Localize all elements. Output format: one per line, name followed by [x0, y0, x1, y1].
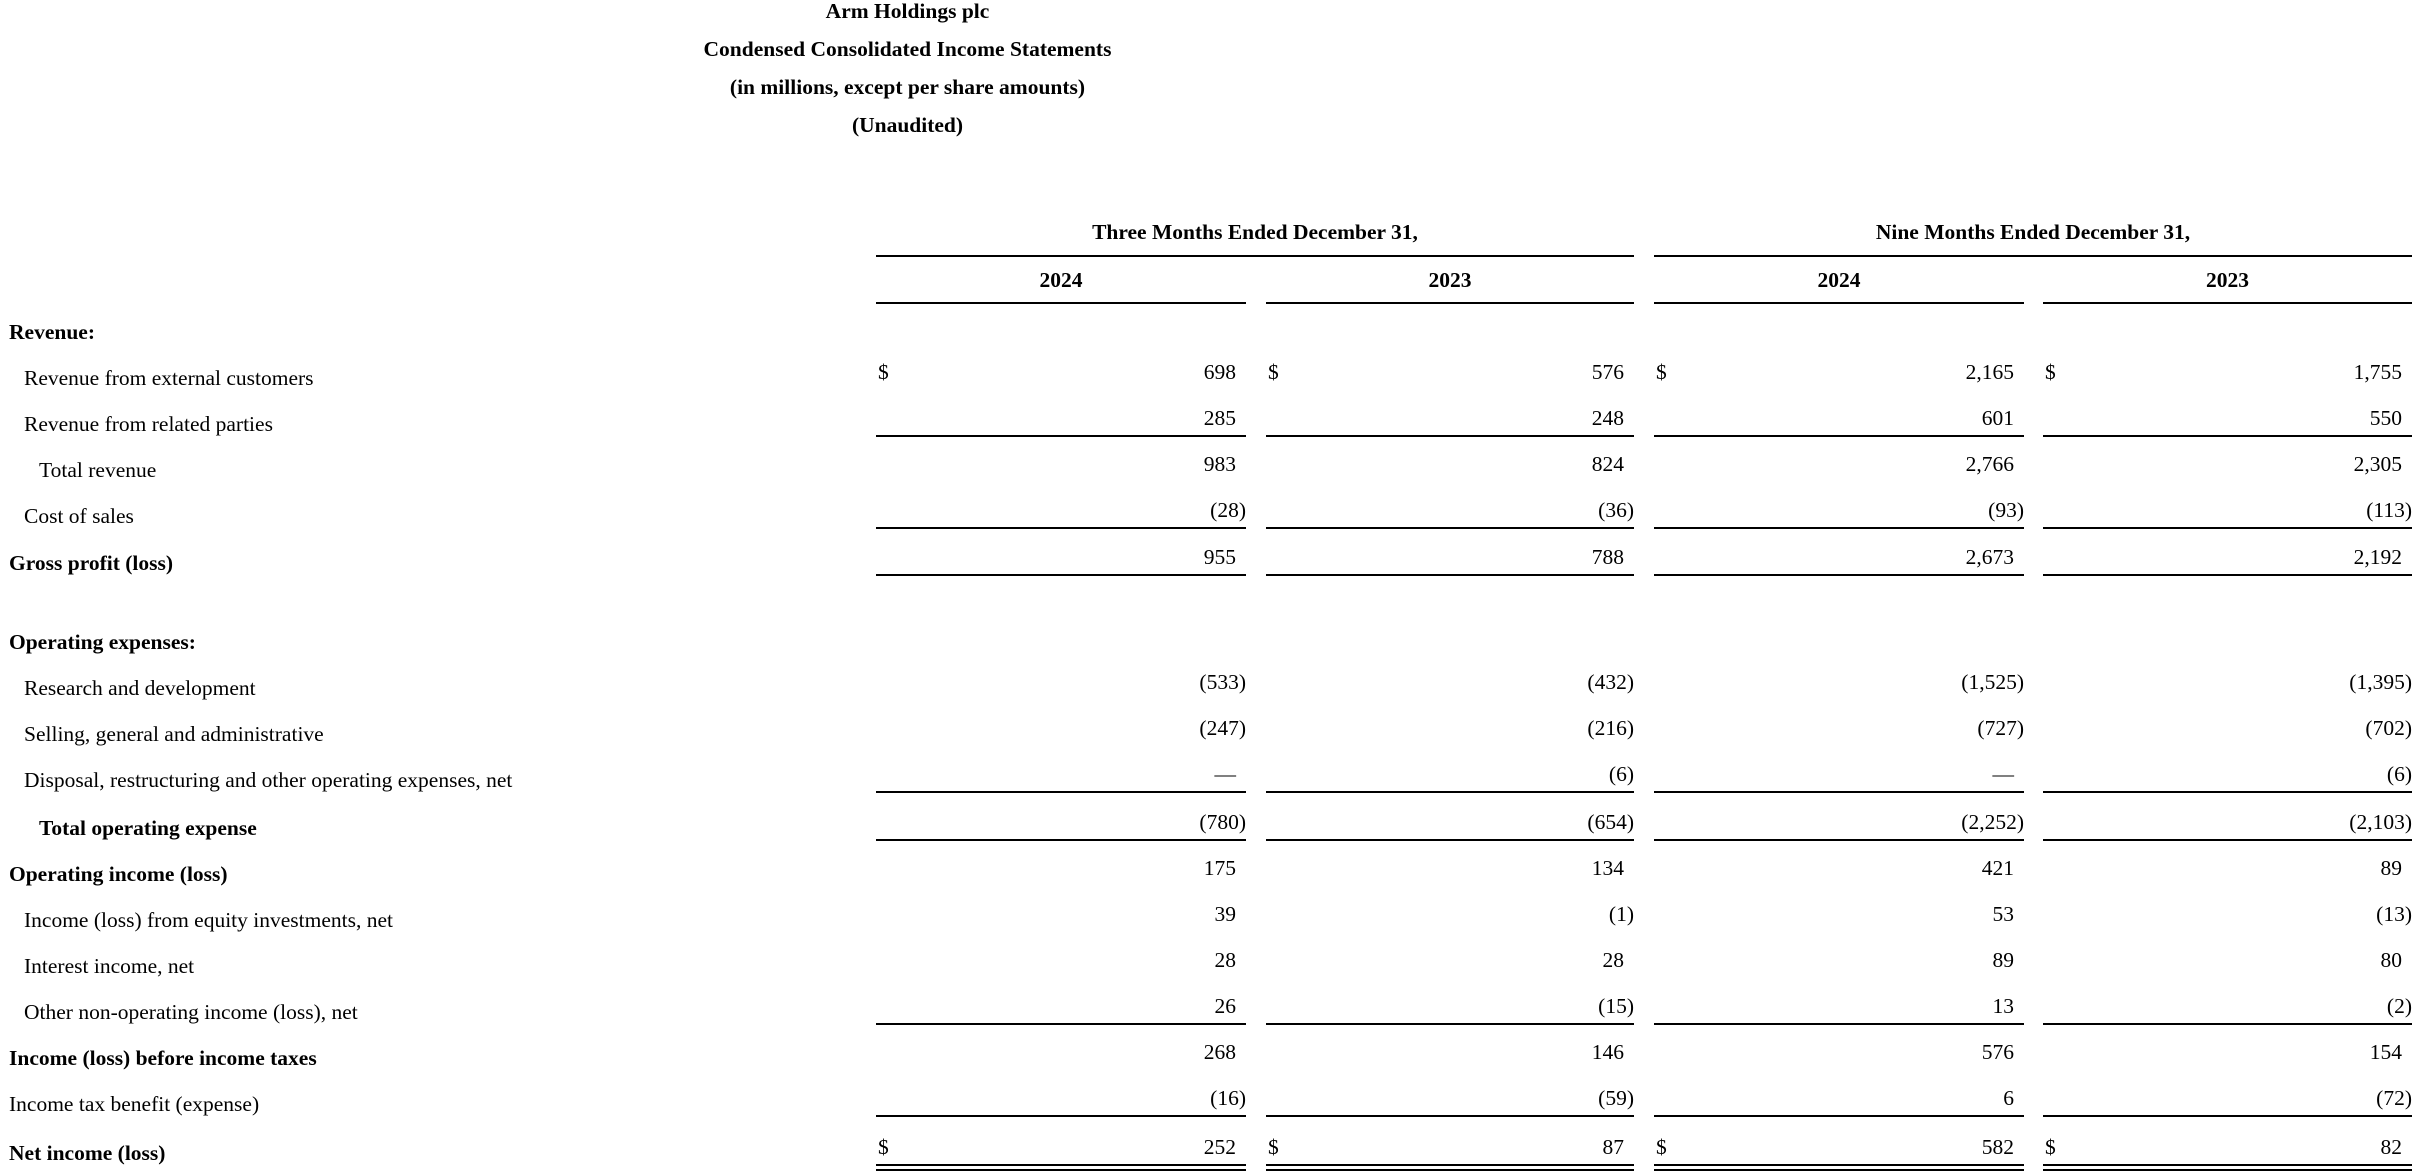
row-label: Revenue from external customers — [24, 366, 314, 390]
value-cell-q-2023: (6) — [1608, 762, 1634, 786]
value-cell-9m-2023: 550 — [2369, 406, 2402, 430]
currency-symbol: $ — [878, 1135, 889, 1159]
row-label: Operating expenses: — [9, 630, 196, 654]
value-cell-q-2024: (247) — [1199, 716, 1246, 740]
row-label: Other non-operating income (loss), net — [24, 1000, 358, 1024]
year-header-9m-2024: 2024 — [1817, 268, 1861, 292]
value-cell-q-2024: — — [1214, 762, 1236, 786]
value-cell-9m-2024: — — [1992, 762, 2014, 786]
value-cell-q-2023: (36) — [1598, 498, 1634, 522]
value-cell-9m-2023: 80 — [2380, 948, 2402, 972]
value-cell-q-2024: (28) — [1210, 498, 1246, 522]
period-underline — [1654, 255, 2412, 257]
currency-symbol: $ — [878, 360, 889, 384]
value-cell-9m-2024: 601 — [1981, 406, 2014, 430]
value-cell-9m-2023: 82 — [2380, 1135, 2402, 1159]
value-cell-q-2024: 268 — [1203, 1040, 1236, 1064]
year-header-9m-2023: 2023 — [2206, 268, 2249, 292]
currency-symbol: $ — [2045, 1135, 2056, 1159]
subtotal-rule — [1654, 791, 2024, 793]
value-cell-q-2024: (533) — [1199, 670, 1246, 694]
value-cell-9m-2023: (2,103) — [2349, 810, 2412, 834]
value-cell-q-2023: (654) — [1587, 810, 1634, 834]
row-label: Gross profit (loss) — [9, 551, 174, 575]
subtotal-rule — [1266, 574, 1634, 576]
subtotal-rule — [1266, 527, 1634, 529]
subtotal-rule — [2043, 839, 2412, 841]
double-total-rule — [2043, 1164, 2412, 1171]
subtotal-rule — [1654, 527, 2024, 529]
value-cell-q-2024: (780) — [1199, 810, 1246, 834]
currency-symbol: $ — [1656, 360, 1667, 384]
row-label: Income (loss) from equity investments, net — [24, 908, 394, 932]
audit-note: (Unaudited) — [851, 113, 964, 137]
subtotal-rule — [1266, 1115, 1634, 1117]
value-cell-9m-2024: 2,766 — [1965, 452, 2014, 476]
subtotal-rule — [1266, 1023, 1634, 1025]
statement-title: Condensed Consolidated Income Statements — [703, 37, 1112, 61]
subtotal-rule — [2043, 574, 2412, 576]
value-cell-9m-2023: 1,755 — [2353, 360, 2402, 384]
value-cell-9m-2024: (2,252) — [1961, 810, 2024, 834]
subtotal-rule — [1654, 839, 2024, 841]
row-label: Research and development — [24, 676, 256, 700]
subtotal-rule — [1654, 1023, 2024, 1025]
row-label: Income tax benefit (expense) — [9, 1092, 260, 1116]
currency-symbol: $ — [2045, 360, 2056, 384]
subtotal-rule — [876, 1023, 1246, 1025]
value-cell-q-2024: 26 — [1214, 994, 1236, 1018]
value-cell-q-2023: 576 — [1591, 360, 1624, 384]
currency-symbol: $ — [1268, 360, 1279, 384]
value-cell-q-2023: (15) — [1598, 994, 1634, 1018]
row-label: Operating income (loss) — [9, 862, 228, 886]
units-note: (in millions, except per share amounts) — [729, 75, 1086, 99]
value-cell-9m-2024: (1,525) — [1961, 670, 2024, 694]
value-cell-9m-2024: 6 — [2003, 1086, 2014, 1110]
subtotal-rule — [1266, 791, 1634, 793]
value-cell-q-2024: 39 — [1214, 902, 1236, 926]
currency-symbol: $ — [1268, 1135, 1279, 1159]
value-cell-q-2023: 824 — [1591, 452, 1624, 476]
value-cell-9m-2023: (6) — [2386, 762, 2412, 786]
value-cell-9m-2024: 89 — [1992, 948, 2014, 972]
value-cell-9m-2024: 53 — [1992, 902, 2014, 926]
year-header-q-2023: 2023 — [1428, 268, 1472, 292]
row-label: Interest income, net — [24, 954, 195, 978]
subtotal-rule — [1266, 435, 1634, 437]
row-label: Cost of sales — [24, 504, 134, 528]
value-cell-q-2024: 955 — [1203, 545, 1236, 569]
row-label: Income (loss) before income taxes — [9, 1046, 317, 1070]
row-label: Revenue: — [9, 320, 95, 344]
value-cell-9m-2024: 2,165 — [1965, 360, 2014, 384]
company-name: Arm Holdings plc — [825, 0, 990, 23]
value-cell-9m-2023: (1,395) — [2349, 670, 2412, 694]
period-underline — [876, 255, 1634, 257]
subtotal-rule — [2043, 1115, 2412, 1117]
value-cell-9m-2024: 421 — [1981, 856, 2014, 880]
value-cell-9m-2024: 576 — [1981, 1040, 2014, 1064]
subtotal-rule — [2043, 791, 2412, 793]
value-cell-q-2023: 146 — [1591, 1040, 1624, 1064]
value-cell-q-2024: 983 — [1203, 452, 1236, 476]
value-cell-9m-2023: 2,192 — [2353, 545, 2402, 569]
row-label: Net income (loss) — [9, 1141, 166, 1165]
value-cell-9m-2023: 154 — [2369, 1040, 2402, 1064]
subtotal-rule — [876, 791, 1246, 793]
row-label: Disposal, restructuring and other operating expenses, net — [24, 768, 513, 792]
year-underline — [1654, 302, 2024, 304]
value-cell-q-2023: (59) — [1598, 1086, 1634, 1110]
value-cell-q-2024: (16) — [1210, 1086, 1246, 1110]
value-cell-9m-2024: (93) — [1988, 498, 2024, 522]
value-cell-9m-2024: 2,673 — [1965, 545, 2014, 569]
value-cell-9m-2023: (72) — [2376, 1086, 2412, 1110]
value-cell-9m-2024: 13 — [1992, 994, 2014, 1018]
value-cell-q-2024: 175 — [1203, 856, 1236, 880]
row-label: Selling, general and administrative — [24, 722, 324, 746]
period-header-nine-months: Nine Months Ended December 31, — [1875, 220, 2191, 244]
value-cell-9m-2023: (13) — [2376, 902, 2412, 926]
value-cell-q-2024: 285 — [1203, 406, 1236, 430]
value-cell-q-2024: 28 — [1214, 948, 1236, 972]
value-cell-9m-2023: (113) — [2366, 498, 2412, 522]
subtotal-rule — [876, 435, 1246, 437]
value-cell-q-2024: 252 — [1203, 1135, 1236, 1159]
subtotal-rule — [1654, 435, 2024, 437]
double-total-rule — [1654, 1164, 2024, 1171]
row-label: Total revenue — [39, 458, 157, 482]
value-cell-q-2023: 134 — [1591, 856, 1624, 880]
value-cell-9m-2023: (2) — [2386, 994, 2412, 1018]
value-cell-q-2023: (432) — [1587, 670, 1634, 694]
value-cell-9m-2023: 89 — [2380, 856, 2402, 880]
double-total-rule — [876, 1164, 1246, 1171]
subtotal-rule — [876, 839, 1246, 841]
year-header-q-2024: 2024 — [1039, 268, 1083, 292]
subtotal-rule — [1654, 574, 2024, 576]
subtotal-rule — [2043, 435, 2412, 437]
year-underline — [1266, 302, 1634, 304]
subtotal-rule — [1654, 1115, 2024, 1117]
subtotal-rule — [1266, 839, 1634, 841]
value-cell-9m-2024: (727) — [1977, 716, 2024, 740]
subtotal-rule — [876, 1115, 1246, 1117]
value-cell-q-2023: 28 — [1602, 948, 1624, 972]
row-label: Total operating expense — [39, 816, 257, 840]
value-cell-9m-2024: 582 — [1981, 1135, 2014, 1159]
year-underline — [2043, 302, 2412, 304]
subtotal-rule — [876, 574, 1246, 576]
value-cell-q-2023: 248 — [1591, 406, 1624, 430]
value-cell-q-2023: 87 — [1602, 1135, 1624, 1159]
period-header-three-months: Three Months Ended December 31, — [1092, 220, 1418, 244]
currency-symbol: $ — [1656, 1135, 1667, 1159]
value-cell-q-2024: 698 — [1203, 360, 1236, 384]
value-cell-q-2023: (216) — [1587, 716, 1634, 740]
value-cell-9m-2023: (702) — [2365, 716, 2412, 740]
value-cell-q-2023: (1) — [1608, 902, 1634, 926]
value-cell-q-2023: 788 — [1591, 545, 1624, 569]
value-cell-9m-2023: 2,305 — [2353, 452, 2402, 476]
row-label: Revenue from related parties — [24, 412, 273, 436]
subtotal-rule — [2043, 1023, 2412, 1025]
double-total-rule — [1266, 1164, 1634, 1171]
year-underline — [876, 302, 1246, 304]
subtotal-rule — [2043, 527, 2412, 529]
subtotal-rule — [876, 527, 1246, 529]
